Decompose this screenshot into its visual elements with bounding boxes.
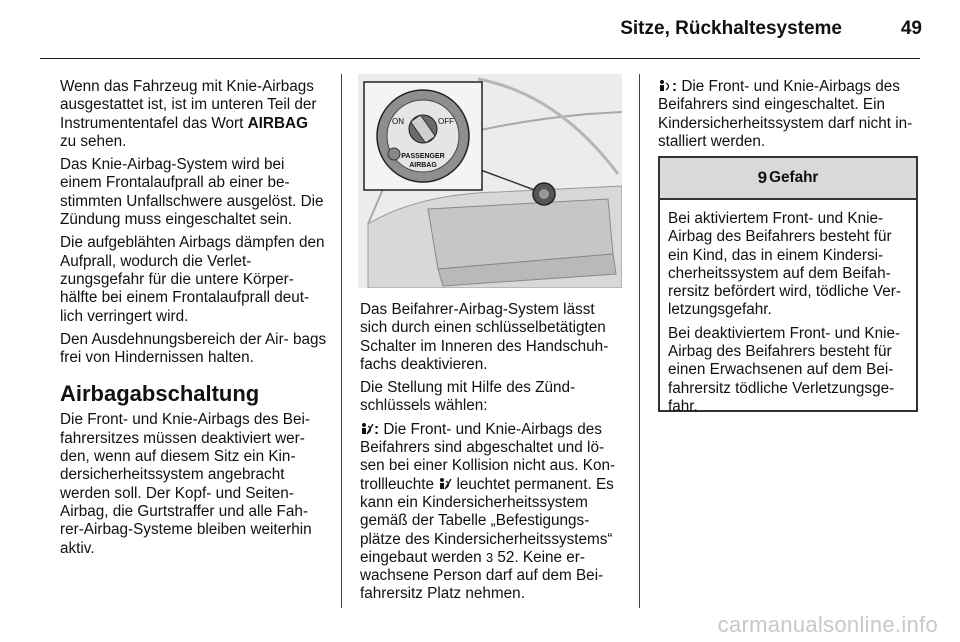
section-heading-airbag-deactivation: Airbagabschaltung (60, 381, 260, 407)
danger-warning-box (658, 156, 918, 415)
switch-label-passenger: PASSENGER (401, 153, 445, 160)
page-number: 49 (900, 18, 922, 39)
danger-warning-title: Gefahr (769, 169, 819, 186)
warning-triangle-icon: 9 (757, 168, 768, 187)
switch-label-on: ON (392, 117, 404, 126)
page-reference-arrow-icon: 3 (485, 549, 494, 565)
column-left (60, 78, 328, 563)
paragraph-knee-airbag-trigger: Das Knie-Airbag-System wird bei einem Frontalaufprall ab einer be- stimmten Unfallschwere ausgelöst. Die Zündung muss eingeschaltet sein. (60, 156, 324, 229)
page-title: Sitze, Rückhaltesysteme (620, 18, 842, 39)
glovebox-switch-drawing (358, 74, 622, 288)
paragraph-airbag-off: : Die Front- und Knie-Airbags des Beifahrers sind abgeschaltet und lö- sen bei einer Kollision nicht aus. Kon- trollleuchte leuchtet permanent. Es kann ein Kindersicherheitssystem gemäß der Tabelle „Befestigungs- plätze des Kindersicherheitssystems“ eingebaut werden 3 52. Keine er- wachsene Person darf auf dem Bei- fahrersitz Platz nehmen. (360, 420, 616, 603)
switch-label-airbag: AIRBAG (409, 162, 437, 169)
paragraph-deactivation-info: Die Front- und Knie-Airbags des Bei- fahrersitzes müssen deaktiviert wer- den, wenn auf diesem Sitz ein Kin- dersicherheitssystem angebracht werden soll. Der Kopf- und Seiten- Airbag, die Gurtstraffer und alle Fah- rer-Airbag-Systeme bleiben weiterhin aktiv. (60, 411, 312, 557)
airbag-off-icon (360, 422, 374, 436)
danger-warning-body (660, 200, 916, 416)
paragraph-knee-airbag-intro: Wenn das Fahrzeug mit Knie-Airbags ausgestattet ist, ist im unteren Teil der Instrumententafel das Wort AIRBAG zu sehen. (60, 78, 317, 150)
page-header (0, 0, 960, 50)
watermark: carmanualsonline.info (717, 612, 938, 637)
airbag-off-indicator-icon (438, 477, 452, 491)
column-right (658, 78, 920, 156)
danger-warning-text-2: Bei deaktiviertem Front- und Knie- Airbag des Beifahrers besteht für einen Erwachsenen auf dem Bei- fahrersitz tödliche Verletzungsge- fahr. (668, 324, 901, 415)
column-divider-right (639, 74, 640, 608)
paragraph-knee-airbag-effect: Die aufgeblähten Airbags dämpfen den Aufprall, wodurch die Verlet- zungsgefahr für die untere Körper- hälfte bei einem Frontalaufprall deut- lich verringert wird. (60, 234, 325, 325)
paragraph-knee-airbag-clearance: Den Ausdehnungsbereich der Air- bags frei von Hindernissen halten. (60, 330, 327, 367)
paragraph-airbag-on: : Die Front- und Knie-Airbags des Beifahrers sind eingeschaltet. Ein Kindersicherheitssystem darf nicht in- stalliert werden. (658, 78, 913, 150)
column-divider-left (341, 74, 342, 608)
paragraph-select-position: Die Stellung mit Hilfe des Zünd- schlüssels wählen: (360, 379, 576, 415)
danger-warning-text-1: Bei aktiviertem Front- und Knie- Airbag des Beifahrers besteht für ein Kind, das in einem Kindersi- cherheitssystem auf dem Beifah- rersitz befördert wird, tödliche Ver- letzungsgefahr. (668, 210, 901, 319)
airbag-switch-illustration (358, 74, 622, 288)
danger-warning-header (660, 158, 916, 200)
switch-label-off: OFF (438, 117, 454, 126)
paragraph-switch-location: Das Beifahrer-Airbag-System lässt sich durch einen schlüsselbetätigten Schalter im Inneren des Handschuh- fachs deaktivieren. (360, 301, 609, 373)
header-rule (40, 58, 920, 59)
column-middle (360, 301, 622, 609)
airbag-on-icon (658, 79, 672, 93)
airbag-word: AIRBAG (247, 114, 308, 132)
